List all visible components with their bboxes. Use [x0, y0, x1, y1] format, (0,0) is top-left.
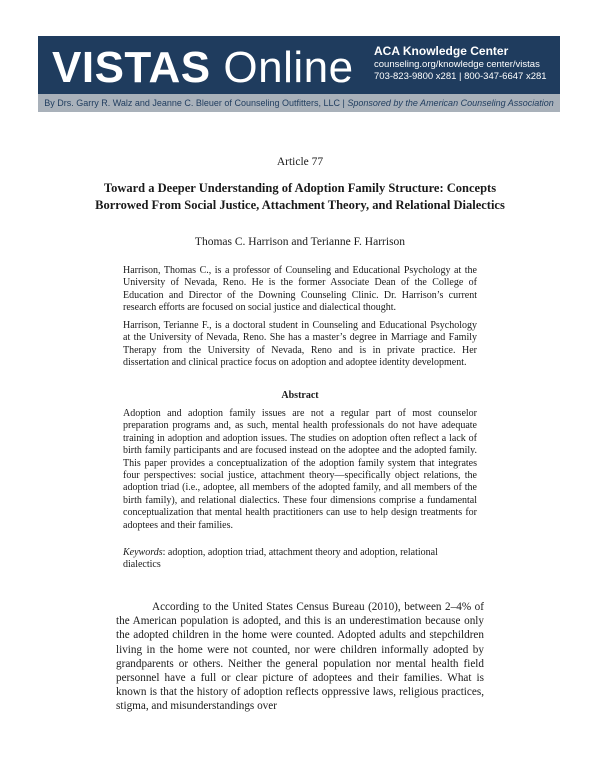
banner-strip: [38, 94, 560, 112]
knowledge-center-title: ACA Knowledge Center: [374, 44, 509, 58]
vistas-banner: [38, 36, 560, 112]
keywords-label: Keywords: [123, 547, 163, 558]
byline-authors: By Drs. Garry R. Walz and Jeanne C. Bleuer of Counseling Outfitters, LLC |: [44, 98, 348, 108]
logo-online: Online: [223, 43, 354, 92]
article-title: Toward a Deeper Understanding of Adoption Family Structure: Concepts Borrowed From Social Justice, Attachment Theory, and Relational Dialectics: [95, 181, 505, 212]
abstract-heading: Abstract: [281, 390, 319, 401]
abstract-text: Adoption and adoption family issues are not a regular part of most counselor preparation programs and, as such, mental health professionals do not have adequate training in adoption and adoption issues. The studies on adoption often reflect a lack of birth family participants and are focused instead on the adoptee and the adopted family. This paper provides a conceptualization of the adoption family system that integrates four perspectives: social justice, attachment theory—specifically object relations, the adoption triad (i.e., adoptee, all members of the adopted family, and all members of the birth family), and relational dialectics. These four dimensions comprise a fundamental conceptualization that mental health practitioners can use to help design treatments for adoptees and their families.: [123, 408, 477, 531]
banner-contact: [374, 44, 554, 83]
logo-vistas: VISTAS: [52, 43, 211, 92]
knowledge-center-url: counseling.org/knowledge center/vistas: [374, 59, 540, 70]
keywords: [123, 547, 477, 572]
byline: [38, 96, 560, 110]
vistas-online-logo: [52, 42, 354, 94]
byline-sponsor: Sponsored by the American Counseling Association: [347, 98, 554, 108]
keywords-list: : adoption, adoption triad, attachment theory and adoption, relational dialectics: [123, 547, 438, 571]
article-authors: Thomas C. Harrison and Terianne F. Harrison: [194, 236, 406, 248]
article-number: Article 77: [276, 156, 324, 168]
author-bio-thomas: Harrison, Thomas C., is a professor of Counseling and Educational Psychology at the University of Nevada, Reno. He is the former Associate Dean of the College of Education and Director of the Downing Counseling Clinic. Dr. Harrison’s current research efforts are focused on social justice and dialectical thought.: [123, 265, 477, 314]
knowledge-center-phones: 703-823-9800 x281 | 800-347-6647 x281: [374, 71, 547, 82]
author-bio-terianne: Harrison, Terianne F., is a doctoral student in Counseling and Educational Psychology at the University of Nevada, Reno. She has a master’s degree in Marriage and Family Therapy from the University of Nevada, Reno and is in private practice. Her dissertation and clinical practice focus on adoption and adoptee identity development.: [123, 320, 477, 369]
body-paragraph: According to the United States Census Bureau (2010), between 2–4% of the American population is adopted, and this is an underestimation because only the adopted children in the home were counted. Adopted adults and stepchildren living in the home were not counted, nor were children informally adopted by grandparents or others. Neither the general population nor mental health field personnel have a full or clear picture of adoptees and their families. What is known is that the history of adoption reflects oppressive laws, religious practices, stigma, and misunderstandings over: [116, 601, 484, 713]
